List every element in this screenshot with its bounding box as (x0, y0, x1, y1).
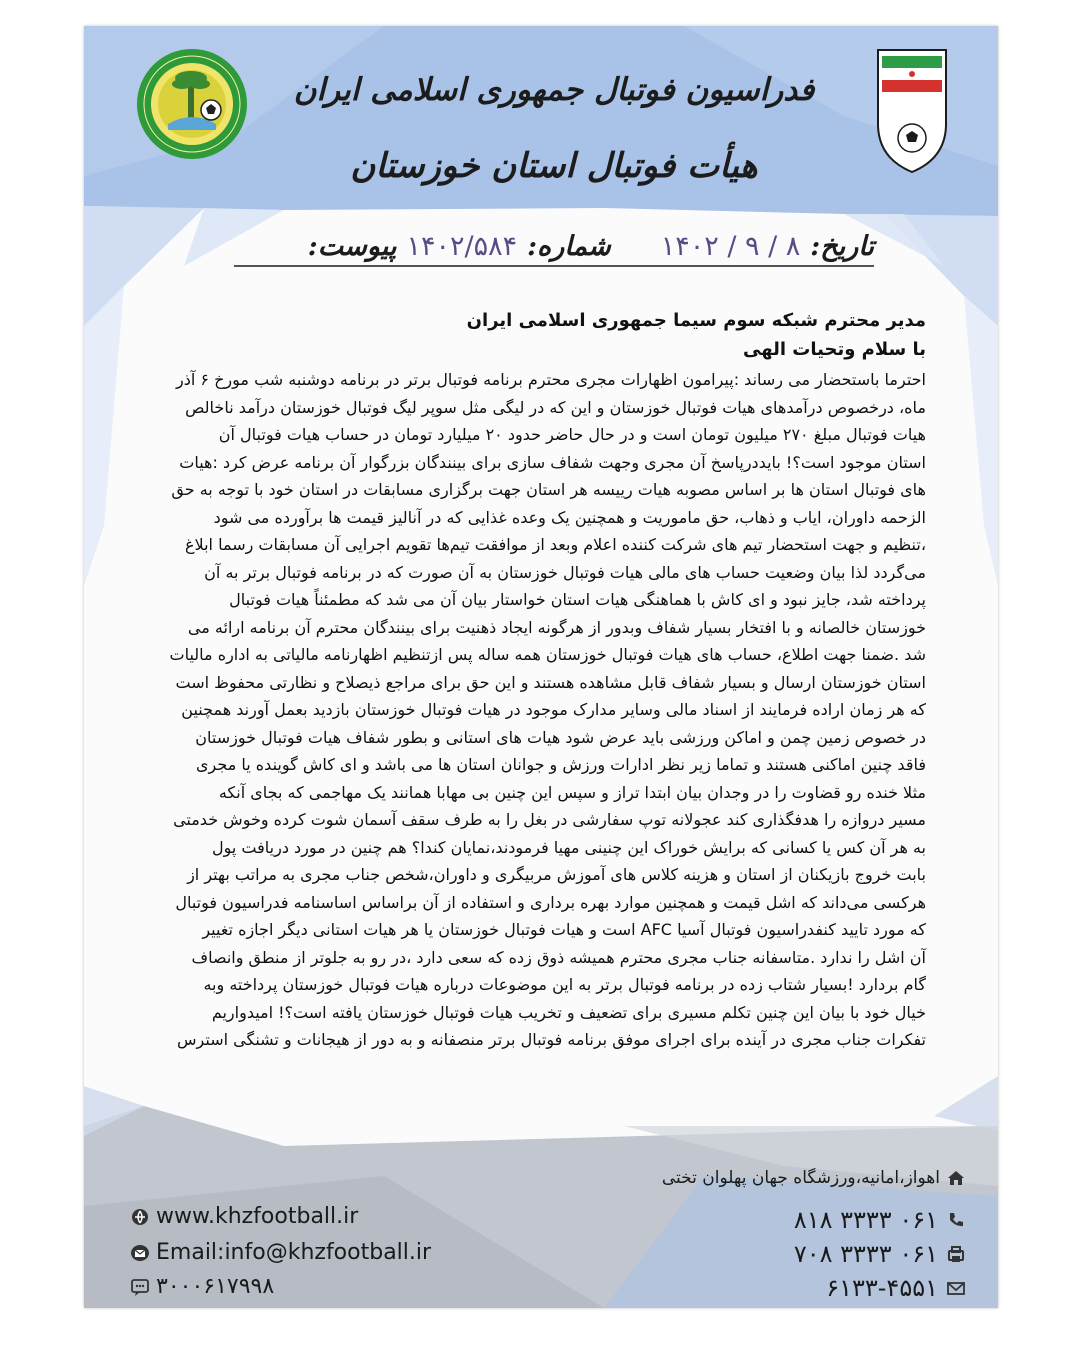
sms-number: ۳۰۰۰۶۱۷۹۹۸ (156, 1274, 275, 1299)
attachment-label: پیوست: (307, 230, 397, 262)
text-line: هیات فوتبال مبلغ ۲۷۰ میلیون تومان است و در حال حاضر حدود ۲۰ میلیارد تومان در حساب هیات فوتبال آن (218, 425, 926, 444)
federation-title: فدراسیون فوتبال جمهوری اسلامی ایران (293, 72, 815, 108)
text-line: در خصوص زمین چمن و اماکن ورزشی باید عرض شود هیات های استانی و بطور شفاف هیات فوتبال خوزستان (195, 727, 926, 747)
fax-number: ۰۶۱ ۳۳۳۳ ۷۰۸ (793, 1240, 938, 1268)
number-value: ۱۴۰۲/۵۸۴ (406, 230, 518, 262)
home-icon (946, 1168, 966, 1188)
text-line: احترما باستحضار می رساند :پیرامون اظهارات مجری محترم برنامه فوتبال برتر در برنامه دوشنبه شب مورخ ۶ آذر (176, 370, 926, 389)
text-line: می‌گردد لذا بیان وضعیت حساب های مالی هیات فوتبال خوزستان به آن صورت که در برنامه فوتبال برتر به آن (204, 562, 926, 582)
letter-sheet (84, 26, 998, 1308)
text-line: گام بردارد !بسیار شتاب زده در برنامه فوتبال برتر به این موضوعات درباره هیات فوتبال خوزستان پرداخته وبه (203, 975, 926, 994)
text-line: استان موجود است؟! بایددرپاسخ آن مجری وجهت شفاف سازی برای بینندگان بزرگوار آن برنامه عرض کرد :هیات (179, 452, 926, 472)
salutation-line: با سلام وتحیات الهی (742, 339, 926, 360)
date-value: ۸ / ۹ / ۱۴۰۲ (660, 230, 801, 262)
email-line (130, 1240, 431, 1265)
fax-line (794, 1240, 966, 1268)
text-line: خیال خود با بیان این چنین تکلم مسیری برای تضعیف و تخریب هیات فوتبال خوزستان یافته است؟! امیدواریم (211, 1002, 926, 1022)
phone-line (794, 1206, 966, 1234)
email-icon (130, 1243, 150, 1263)
website-line (130, 1204, 358, 1229)
text-line: فاقد چنین اماکنی هستند و تماما زیر نظر ادارات ورزش و جوانان استان ها می باشد و ای کاش گوینده یا مجری (196, 755, 926, 774)
text-line: ،تنظیم و جهت استحضار تیم های شرکت کننده اعلام وبعد از موافقت تیم‌ها تقویم اجرایی آن مسابقات رسما ابلاغ (184, 535, 926, 554)
letter-footer (84, 1136, 998, 1308)
text-line: های فوتبال استان ها بر اساس مصوبه هیات رییسه هر استان جهت برگزاری مسابقات در استان خود با توجه به حق (171, 480, 926, 499)
number-label: شماره: (527, 230, 611, 262)
football-federation-logo (874, 46, 950, 176)
text-line: استان خوزستان ارسال و بسیار شفاف قابل مشاهده هستند و این حق برای مراجع ذیصلاح و نظارتی محفوظ است (175, 672, 926, 692)
text-line: شد .ضمنا جهت اطلاع، حساب های هیات فوتبال خوزستان همه ساله پس ازتنظیم اظهارنامه مالیاتی به اداره مالیات (169, 645, 926, 664)
email-text[interactable]: Email:info@khzfootball.ir (156, 1240, 432, 1265)
fax-icon (946, 1244, 966, 1264)
letter-body (136, 306, 926, 1054)
phone-icon (946, 1210, 966, 1230)
text-line: تفکرات جناب مجری در آینده برای اجرای موفق برنامه فوتبال برتر منصفانه و به دور از هیجانات و تشنگی استرس (177, 1030, 926, 1049)
text-line: مسیر دروازه را هدفگذاری کند عجولانه توپ سفارشی در بغل را به طرف سقف آسمان شوت کرده وخوش خدمتی (173, 810, 926, 829)
phone-number: ۰۶۱ ۳۳۳۳ ۸۱۸ (793, 1206, 938, 1234)
po-box-line (826, 1274, 966, 1302)
web-icon (130, 1207, 150, 1227)
association-title: هیأت فوتبال استان خوزستان (350, 146, 758, 186)
text-line: الزحمه داوران، ایاب و ذهاب، حق ماموریت و همچنین یک وعده غذایی که در آنالیز قیمت ها برآورده می شود (213, 507, 926, 527)
khuzestan-association-logo (136, 48, 248, 160)
text-line: هرکسی می‌داند که اشل قیمت و همچنین موارد بهره برداری و استفاده از آن براساس اساسنامه فدراسیون فوتبال (175, 892, 926, 912)
text-line: به هر آن کس یا کسانی که برایش خوراک این چنینی مهیا فرمودند،نمایان کندا؟ هم چنین در مورد دریافت پول (211, 837, 926, 857)
text-line: که مورد تایید کنفدراسیون فوتبال آسیا AFC است و هیات فوتبال خوزستان یا هر هیات استانی دیگر اجازه تغییر (202, 920, 926, 939)
letter-paragraph (136, 366, 926, 1054)
website-text[interactable]: www.khzfootball.ir (156, 1204, 359, 1229)
address-line (662, 1168, 966, 1188)
text-line: مثلا خنده رو قضاوت را در وجدان بیان ابتدا تراز و سپس این چنین بی مهابا همانند یک مهاجمی که بجای آنکه (218, 782, 926, 802)
date-label: تاریخ: (810, 230, 874, 262)
po-box-number: ۶۱۳۳-۴۵۵۱ (826, 1274, 938, 1302)
mail-box-icon (946, 1278, 966, 1298)
text-line: ماه، درخصوص درآمدهای هیات فوتبال خوزستان و این که در لیگی مثل سوپر لیگ فوتبال خوزستان درآمد ناخالص (185, 397, 926, 417)
letter-meta (224, 222, 874, 270)
text-line: بابت خروج بازیکنان از استان و هزینه کلاس های آموزش مربیگری و داوران،شخص جناب مجری به مراتب بهتر از (187, 865, 926, 884)
text-line: که هر زمان اراده فرمایند از اسناد مالی وسایر مدارک موجود در هیات فوتبال خوزستان بازدید بعمل آورند همچنین (181, 700, 926, 719)
sms-line (130, 1274, 274, 1299)
recipient-line: مدیر محترم شبکه سوم سیما جمهوری اسلامی ایران (466, 310, 926, 331)
sms-icon (130, 1277, 150, 1297)
address-text: اهواز،امانیه،ورزشگاه جهان پهلوان تختی (661, 1168, 940, 1188)
text-line: آن اشل را ندارد .متاسفانه جناب مجری محترم همیشه ذوق زده که سعی دارد ،در رو به جلوتر از منطق وانصاف (191, 947, 926, 967)
text-line: خوزستان خالصانه و با افتخار بسیار شفاف وبدور از هرگونه ایجاد ذهنیت برای بینندگان محترم آن برنامه ارائه می (187, 617, 926, 637)
text-line: پرداخته شد، جایز نبود و ای کاش با هماهنگی هیات استان خواستار بیان آن می شد که مطمئناً هیات فوتبال (229, 590, 926, 609)
